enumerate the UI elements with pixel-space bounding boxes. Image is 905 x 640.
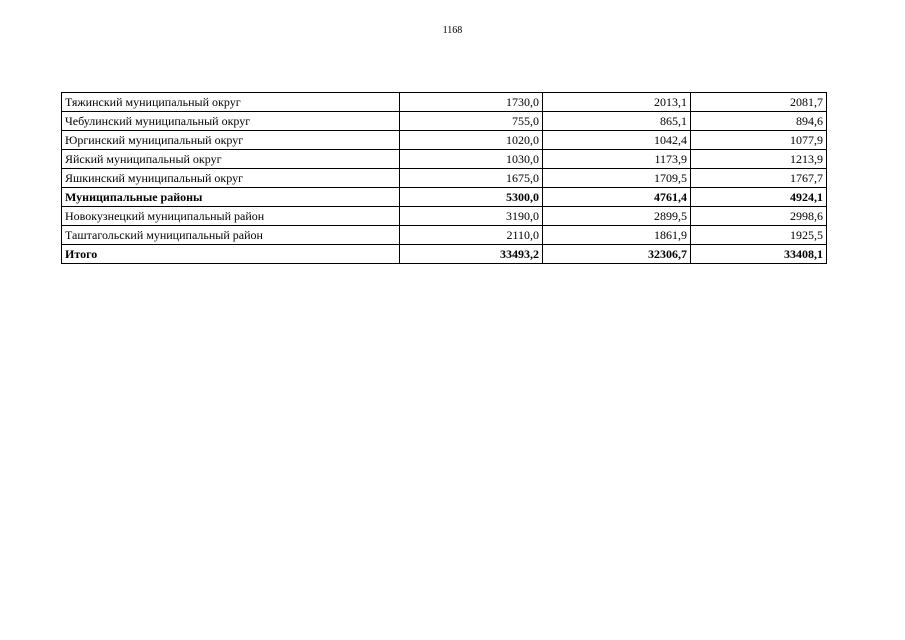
value-cell-1: 2110,0: [400, 226, 543, 245]
value-cell-1: 1030,0: [400, 150, 543, 169]
row-name-cell: Тяжинский муниципальный округ: [62, 93, 400, 112]
value-cell-3: 1213,9: [691, 150, 827, 169]
value-cell-1: 1020,0: [400, 131, 543, 150]
row-name-cell: Новокузнецкий муниципальный район: [62, 207, 400, 226]
value-cell-2: 1861,9: [543, 226, 691, 245]
row-name-cell: Чебулинский муниципальный округ: [62, 112, 400, 131]
table-row: [62, 150, 827, 169]
value-cell-1: 755,0: [400, 112, 543, 131]
table-row: [62, 226, 827, 245]
row-name-cell: Яшкинский муниципальный округ: [62, 169, 400, 188]
value-cell-2: 1709,5: [543, 169, 691, 188]
value-cell-2: 1042,4: [543, 131, 691, 150]
value-cell-3: 2081,7: [691, 93, 827, 112]
value-cell-1: 1730,0: [400, 93, 543, 112]
table-row-subtotal: [62, 188, 827, 207]
table-body: [62, 93, 827, 264]
table-row: [62, 131, 827, 150]
table-row: [62, 207, 827, 226]
row-name-cell: Итого: [62, 245, 400, 264]
value-cell-3: 4924,1: [691, 188, 827, 207]
value-cell-1: 3190,0: [400, 207, 543, 226]
table-row: [62, 169, 827, 188]
value-cell-2: 2013,1: [543, 93, 691, 112]
table-row: [62, 93, 827, 112]
value-cell-2: 32306,7: [543, 245, 691, 264]
table-row: [62, 112, 827, 131]
value-cell-2: 865,1: [543, 112, 691, 131]
budget-table: [61, 92, 827, 264]
value-cell-3: 1077,9: [691, 131, 827, 150]
value-cell-2: 1173,9: [543, 150, 691, 169]
page-number: 1168: [442, 25, 463, 36]
table-row-total: [62, 245, 827, 264]
row-name-cell: Муниципальные районы: [62, 188, 400, 207]
value-cell-1: 1675,0: [400, 169, 543, 188]
row-name-cell: Таштагольский муниципальный район: [62, 226, 400, 245]
value-cell-2: 2899,5: [543, 207, 691, 226]
value-cell-1: 5300,0: [400, 188, 543, 207]
value-cell-3: 2998,6: [691, 207, 827, 226]
row-name-cell: Яйский муниципальный округ: [62, 150, 400, 169]
value-cell-1: 33493,2: [400, 245, 543, 264]
value-cell-2: 4761,4: [543, 188, 691, 207]
value-cell-3: 33408,1: [691, 245, 827, 264]
row-name-cell: Юргинский муниципальный округ: [62, 131, 400, 150]
value-cell-3: 1925,5: [691, 226, 827, 245]
value-cell-3: 894,6: [691, 112, 827, 131]
value-cell-3: 1767,7: [691, 169, 827, 188]
